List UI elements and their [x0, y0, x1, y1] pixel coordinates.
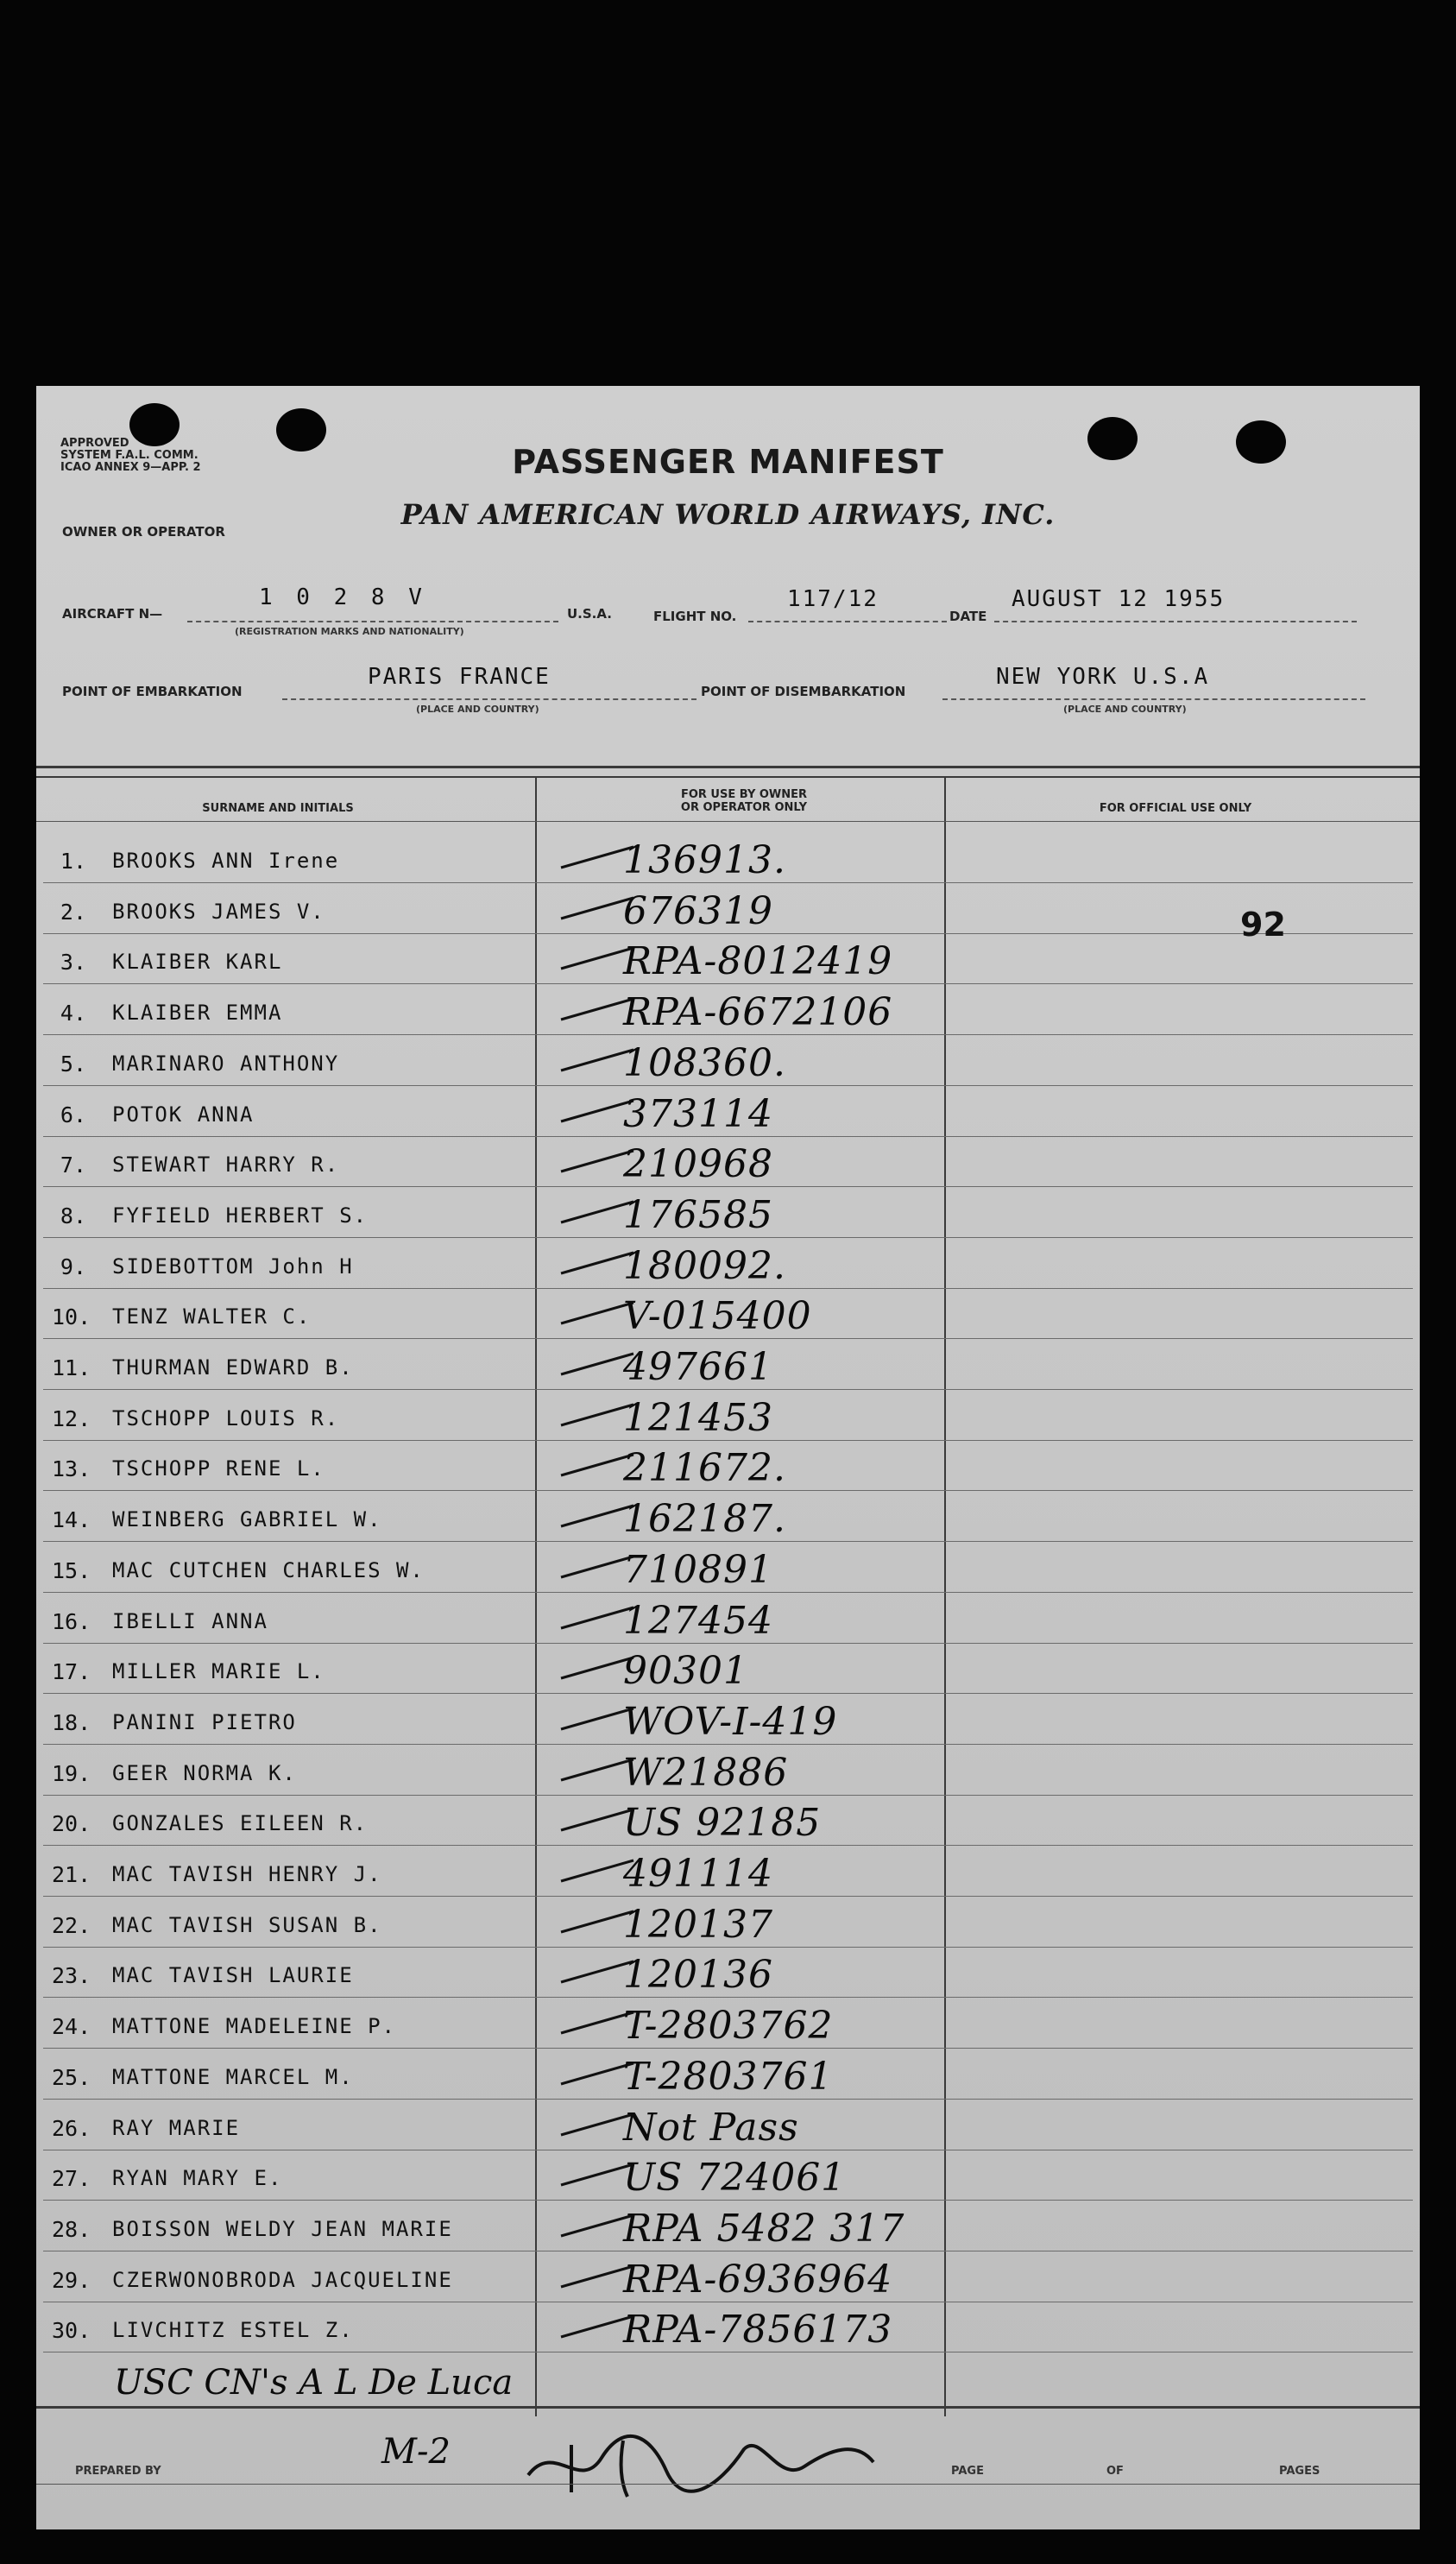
row-number: 6. [60, 1102, 86, 1127]
passenger-row [36, 1188, 1420, 1238]
passport-number: WOV-I-419 [623, 1699, 838, 1744]
passport-number: US 92185 [623, 1801, 822, 1846]
passenger-name: RYAN MARY E. [112, 2166, 283, 2191]
passenger-row [36, 2100, 1420, 2150]
passport-number: W21886 [623, 1750, 789, 1795]
passport-number: RPA-6936964 [623, 2257, 893, 2302]
date-value: AUGUST 12 1955 [1012, 586, 1226, 612]
registration-note: (REGISTRATION MARKS AND NATIONALITY) [235, 626, 464, 637]
approval-line: ICAO ANNEX 9—APP. 2 [60, 461, 201, 474]
passport-number: 497661 [623, 1345, 773, 1389]
owner-header-line: OR OPERATOR ONLY [680, 801, 808, 814]
passenger-name: KLAIBER EMMA [112, 1001, 283, 1026]
row-number: 4. [60, 1001, 86, 1026]
table-top-rule [36, 776, 1420, 778]
passport-number: 210968 [623, 1142, 773, 1187]
table-top-rule [36, 766, 1420, 768]
passenger-row [36, 1746, 1420, 1796]
owner-label: OWNER OR OPERATOR [62, 524, 225, 540]
passport-number: V-015400 [623, 1294, 812, 1339]
manifest-sheet [36, 386, 1420, 2529]
official-column-header: FOR OFFICIAL USE ONLY [1099, 802, 1252, 815]
embark-note: (PLACE AND COUNTRY) [416, 704, 539, 715]
passenger-name: MILLER MARIE L. [112, 1659, 325, 1684]
row-number: 20. [52, 1811, 91, 1837]
passenger-name: IBELLI ANNA [112, 1608, 268, 1633]
passport-number: 491114 [623, 1852, 773, 1896]
table-bottom-rule [36, 2406, 1420, 2409]
embark-label: POINT OF EMBARKATION [62, 684, 243, 699]
passport-number: RPA-6672106 [623, 990, 893, 1035]
passenger-name: MAC TAVISH HENRY J. [112, 1862, 382, 1886]
row-number: 26. [52, 2115, 91, 2141]
passenger-row [36, 1441, 1420, 1491]
passenger-row [36, 1239, 1420, 1289]
passport-number: 120136 [623, 1953, 773, 1998]
disembark-note: (PLACE AND COUNTRY) [1063, 704, 1187, 715]
passenger-name: MAC TAVISH SUSAN B. [112, 1912, 382, 1937]
passport-number: 180092. [623, 1243, 786, 1288]
owner-column-header [589, 788, 899, 814]
passenger-row [36, 1796, 1420, 1846]
aircraft-underline [187, 621, 558, 622]
row-number: 12. [52, 1405, 91, 1431]
date-label: DATE [949, 609, 987, 624]
passport-number: Not Pass [623, 2105, 799, 2150]
passenger-row [36, 1847, 1420, 1897]
handwritten-annotation: USC CN's A L De Luca [114, 2363, 514, 2403]
passport-number: 108360. [623, 1040, 786, 1085]
row-number: 3. [60, 950, 86, 976]
passenger-row [36, 1695, 1420, 1745]
passenger-row [36, 1137, 1420, 1187]
passenger-name: GONZALES EILEEN R. [112, 1811, 369, 1836]
header-rule [36, 821, 1420, 822]
row-number: 14. [52, 1507, 91, 1533]
passenger-name: PANINI PIETRO [112, 1709, 297, 1734]
passenger-name: TSCHOPP LOUIS R. [112, 1405, 340, 1430]
passenger-name: THURMAN EDWARD B. [112, 1355, 354, 1380]
passenger-name: SIDEBOTTOM John H [112, 1254, 354, 1279]
passenger-row [36, 985, 1420, 1035]
passenger-name: TSCHOPP RENE L. [112, 1456, 325, 1481]
embark-underline [282, 698, 696, 700]
row-number: 27. [52, 2166, 91, 2192]
passenger-name: MARINARO ANTHONY [112, 1051, 340, 1076]
passenger-row [36, 2150, 1420, 2201]
passenger-row [36, 1087, 1420, 1137]
disembark-underline [942, 698, 1365, 700]
row-number: 1. [60, 849, 86, 874]
aircraft-value: 1 0 2 8 V [259, 584, 427, 610]
passenger-name: FYFIELD HERBERT S. [112, 1203, 369, 1228]
passport-number: RPA 5482 317 [623, 2206, 905, 2251]
passenger-name: CZERWONOBRODA JACQUELINE [112, 2267, 453, 2292]
passenger-row [36, 1644, 1420, 1694]
passenger-row [36, 1948, 1420, 1998]
row-number: 16. [52, 1608, 91, 1634]
passenger-row [36, 1594, 1420, 1644]
passport-number: 676319 [623, 888, 773, 933]
passenger-name: BROOKS JAMES V. [112, 899, 325, 924]
passenger-row [36, 1289, 1420, 1339]
row-number: 2. [60, 899, 86, 925]
row-number: 28. [52, 2216, 91, 2242]
passport-number: RPA-7856173 [623, 2308, 893, 2352]
passenger-row [36, 1340, 1420, 1390]
owner-header-line: FOR USE BY OWNER [680, 788, 808, 801]
passenger-row [36, 1492, 1420, 1542]
passenger-name: MATTONE MARCEL M. [112, 2064, 354, 2089]
row-number: 7. [60, 1153, 86, 1178]
row-number: 9. [60, 1254, 86, 1279]
passenger-row [36, 1999, 1420, 2049]
page-title: PASSENGER MANIFEST [512, 443, 944, 481]
surname-column-header: SURNAME AND INITIALS [202, 802, 354, 815]
row-number: 24. [52, 2014, 91, 2040]
pages-label: PAGES [1279, 2465, 1320, 2478]
passenger-row [36, 884, 1420, 934]
page-label: PAGE [951, 2465, 984, 2478]
flight-label: FLIGHT NO. [653, 609, 737, 624]
date-underline [994, 621, 1357, 622]
passenger-name: WEINBERG GABRIEL W. [112, 1507, 382, 1532]
passport-number: 176585 [623, 1192, 773, 1237]
passenger-row [36, 934, 1420, 984]
row-number: 21. [52, 1862, 91, 1887]
row-number: 18. [52, 1709, 91, 1735]
passport-number: T-2803762 [623, 2004, 834, 2049]
passport-number: 136913. [623, 838, 786, 882]
passport-number: 121453 [623, 1395, 773, 1440]
row-number: 11. [52, 1355, 91, 1380]
passport-number: 710891 [623, 1547, 773, 1592]
row-number: 10. [52, 1304, 91, 1330]
row-number: 23. [52, 1963, 91, 1989]
row-number: 30. [52, 2318, 91, 2344]
row-number: 22. [52, 1912, 91, 1938]
passenger-name: GEER NORMA K. [112, 1760, 297, 1785]
passenger-row [36, 2049, 1420, 2100]
passenger-row [36, 1898, 1420, 1948]
passenger-name: BOISSON WELDY JEAN MARIE [112, 2216, 453, 2241]
embark-value: PARIS FRANCE [368, 664, 551, 690]
row-number: 8. [60, 1203, 86, 1228]
passenger-row [36, 1391, 1420, 1441]
prepared-by-label: PREPARED BY [75, 2465, 161, 2478]
row-number: 29. [52, 2267, 91, 2293]
approval-line: APPROVED [60, 437, 129, 450]
passenger-row [36, 1036, 1420, 1086]
passenger-name: MATTONE MADELEINE P. [112, 2014, 396, 2039]
row-number: 5. [60, 1051, 86, 1077]
handwritten-signature [520, 2423, 882, 2501]
row-number: 19. [52, 1760, 91, 1786]
passport-number: 211672. [623, 1446, 786, 1491]
passport-number: 120137 [623, 1902, 773, 1947]
disembark-value: NEW YORK U.S.A [996, 664, 1210, 690]
passenger-name: BROOKS ANN Irene [112, 849, 340, 873]
flight-underline [748, 621, 947, 622]
row-number: 17. [52, 1659, 91, 1685]
passenger-row [36, 2201, 1420, 2251]
passenger-row [36, 1543, 1420, 1593]
footer-rule [36, 2484, 1420, 2485]
of-label: OF [1106, 2465, 1124, 2478]
row-number: 25. [52, 2064, 91, 2090]
aircraft-label: AIRCRAFT N— [62, 606, 163, 622]
passport-number: 373114 [623, 1091, 773, 1136]
passenger-name: RAY MARIE [112, 2115, 241, 2140]
passport-number: US 724061 [623, 2156, 847, 2201]
official-stamp-number: 92 [1240, 906, 1286, 944]
handwritten-annotation: M-2 [381, 2432, 451, 2472]
approval-line: SYSTEM F.A.L. COMM. [60, 449, 199, 462]
owner-value: PAN AMERICAN WORLD AIRWAYS, INC. [400, 498, 1056, 531]
passenger-name: TENZ WALTER C. [112, 1304, 312, 1329]
disembark-label: POINT OF DISEMBARKATION [701, 684, 906, 699]
passenger-row [36, 2252, 1420, 2302]
passenger-name: LIVCHITZ ESTEL Z. [112, 2318, 354, 2343]
passport-number: T-2803761 [623, 2054, 834, 2099]
passenger-name: KLAIBER KARL [112, 950, 283, 975]
passport-number: 162187. [623, 1497, 786, 1542]
passport-number: 90301 [623, 1649, 748, 1694]
row-number: 15. [52, 1557, 91, 1583]
passenger-row [36, 2302, 1420, 2352]
passenger-name: MAC TAVISH LAURIE [112, 1963, 354, 1988]
usa-label: U.S.A. [567, 606, 612, 622]
passenger-name: STEWART HARRY R. [112, 1153, 340, 1178]
row-number: 13. [52, 1456, 91, 1482]
passenger-row [36, 833, 1420, 883]
passport-number: RPA-8012419 [623, 939, 893, 984]
passenger-name: POTOK ANNA [112, 1102, 255, 1127]
passport-number: 127454 [623, 1598, 773, 1643]
passenger-name: MAC CUTCHEN CHARLES W. [112, 1557, 425, 1582]
flight-value: 117/12 [787, 586, 879, 612]
